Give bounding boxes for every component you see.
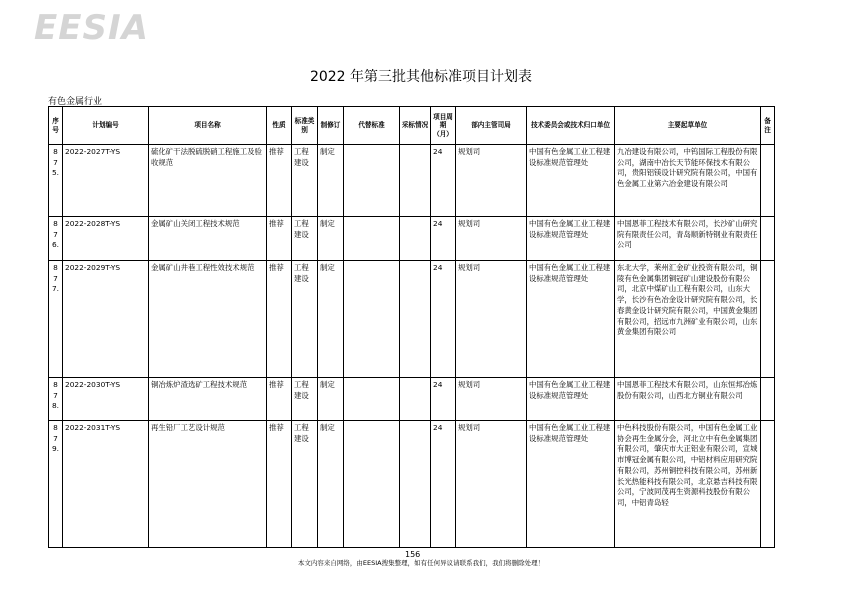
row-replaced-standard <box>344 261 400 378</box>
header-replaced-standard: 代替标准 <box>344 107 400 145</box>
row-nature: 推荐 <box>267 261 292 378</box>
row-department: 规划司 <box>456 145 527 217</box>
row-seq: 878. <box>49 378 63 421</box>
row-technical-committee: 中国有色金属工业工程建设标准规范管理处 <box>527 217 615 261</box>
row-project-name: 铜冶炼炉渣选矿工程技术规范 <box>149 378 267 421</box>
row-adoption <box>400 217 431 261</box>
row-project-name: 金属矿山关闭工程技术规范 <box>149 217 267 261</box>
row-nature: 推荐 <box>267 378 292 421</box>
row-standard-type: 工程建设 <box>292 145 318 217</box>
row-standard-type: 工程建设 <box>292 261 318 378</box>
row-nature: 推荐 <box>267 217 292 261</box>
row-seq: 879. <box>49 421 63 548</box>
row-period: 24 <box>431 261 456 378</box>
row-replaced-standard <box>344 217 400 261</box>
row-seq: 875. <box>49 145 63 217</box>
row-remark <box>761 378 775 421</box>
row-standard-type: 工程建设 <box>292 217 318 261</box>
row-seq: 877. <box>49 261 63 378</box>
row-mode: 制定 <box>318 421 344 548</box>
header-plan-no: 计划编号 <box>63 107 149 145</box>
row-plan-no: 2022-2031T-YS <box>63 421 149 548</box>
row-seq: 876. <box>49 217 63 261</box>
row-technical-committee: 中国有色金属工业工程建设标准规范管理处 <box>527 378 615 421</box>
table-row <box>49 421 775 548</box>
row-mode: 制定 <box>318 378 344 421</box>
header-seq: 序号 <box>49 107 63 145</box>
standards-plan-table <box>48 106 775 548</box>
row-department: 规划司 <box>456 217 527 261</box>
header-department: 部内主管司局 <box>456 107 527 145</box>
page-number: 156 <box>405 550 421 559</box>
row-remark <box>761 421 775 548</box>
header-adoption: 采标情况 <box>400 107 431 145</box>
row-plan-no: 2022-2030T-YS <box>63 378 149 421</box>
row-department: 规划司 <box>456 261 527 378</box>
header-project-name: 项目名称 <box>149 107 267 145</box>
header-technical-committee: 技术委员会或技术归口单位 <box>527 107 615 145</box>
eesia-watermark-logo: EESIA <box>34 8 149 48</box>
row-drafting-organizations: 九冶建设有限公司，中钨国际工程股份有限公司，湖南中冶长天节能环保技术有限公司，贵阳铝镁设计研究院有限公司，中国有色金属工业第六冶金建设有限公司 <box>615 145 761 217</box>
row-adoption <box>400 378 431 421</box>
row-period: 24 <box>431 145 456 217</box>
row-plan-no: 2022-2027T-YS <box>63 145 149 217</box>
table-header-row <box>49 107 775 145</box>
header-nature: 性质 <box>267 107 292 145</box>
table-row <box>49 217 775 261</box>
row-nature: 推荐 <box>267 421 292 548</box>
row-drafting-organizations: 中国恩菲工程技术有限公司，山东恒邦冶炼股份有限公司，山西北方铜业有限公司 <box>615 378 761 421</box>
row-nature: 推荐 <box>267 145 292 217</box>
row-adoption <box>400 261 431 378</box>
table-row <box>49 378 775 421</box>
footer-disclaimer: 本文内容来自网络，由EESIA搜集整理，如有任何异议请联系我们，我们将删除处理！ <box>297 559 545 567</box>
row-department: 规划司 <box>456 378 527 421</box>
row-period: 24 <box>431 421 456 548</box>
header-mode: 制修订 <box>318 107 344 145</box>
row-standard-type: 工程建设 <box>292 421 318 548</box>
row-project-name: 金属矿山井巷工程性效技术规范 <box>149 261 267 378</box>
header-period: 项目周期（月） <box>431 107 456 145</box>
row-mode: 制定 <box>318 217 344 261</box>
row-drafting-organizations: 中色科技股份有限公司，中国有色金属工业协会再生金属分会，河北立中有色金属集团有限公司，肇庆市大正铝业有限公司，宣城市博冠金属有限公司，中铝材料应用研究院有限公司，苏州铜控科技有限公司，苏州新长光热能科技有限公司，北京悬吉科技有限公司，宁波同茂再生资源科技股份有限公司，中铝青岛轻 <box>615 421 761 548</box>
row-project-name: 硫化矿干法脱硫脱硝工程施工及验收规范 <box>149 145 267 217</box>
document-title: 2022 年第三批其他标准项目计划表 <box>309 69 533 85</box>
row-adoption <box>400 145 431 217</box>
row-remark <box>761 217 775 261</box>
row-plan-no: 2022-2028T-YS <box>63 217 149 261</box>
row-period: 24 <box>431 378 456 421</box>
row-drafting-organizations: 中国恩菲工程技术有限公司，长沙矿山研究院有限责任公司，青岛顺新特钢业有限责任公司 <box>615 217 761 261</box>
row-replaced-standard <box>344 145 400 217</box>
row-mode: 制定 <box>318 145 344 217</box>
table-row <box>49 145 775 217</box>
row-remark <box>761 145 775 217</box>
header-drafting-organizations: 主要起草单位 <box>615 107 761 145</box>
row-mode: 制定 <box>318 261 344 378</box>
row-adoption <box>400 421 431 548</box>
row-technical-committee: 中国有色金属工业工程建设标准规范管理处 <box>527 145 615 217</box>
row-remark <box>761 261 775 378</box>
row-technical-committee: 中国有色金属工业工程建设标准规范管理处 <box>527 421 615 548</box>
row-drafting-organizations: 东北大学，莱州汇金矿业投资有限公司，铜陵有色金属集团铜冠矿山建设股份有限公司，北京中煤矿山工程有限公司，山东大学，长沙有色冶金设计研究院有限公司，长春黄金设计研究院有限公司，中国黄金集团有限公司，招远市九洲矿业有限公司，山东黄金集团有限公司 <box>615 261 761 378</box>
row-standard-type: 工程建设 <box>292 378 318 421</box>
row-replaced-standard <box>344 421 400 548</box>
row-replaced-standard <box>344 378 400 421</box>
row-department: 规划司 <box>456 421 527 548</box>
table-row <box>49 261 775 378</box>
header-remark: 备注 <box>761 107 775 145</box>
header-standard-type: 标准类别 <box>292 107 318 145</box>
row-project-name: 再生铅厂工艺设计规范 <box>149 421 267 548</box>
row-period: 24 <box>431 217 456 261</box>
row-plan-no: 2022-2029T-YS <box>63 261 149 378</box>
row-technical-committee: 中国有色金属工业工程建设标准规范管理处 <box>527 261 615 378</box>
industry-section-label: 有色金属行业 <box>48 97 103 107</box>
